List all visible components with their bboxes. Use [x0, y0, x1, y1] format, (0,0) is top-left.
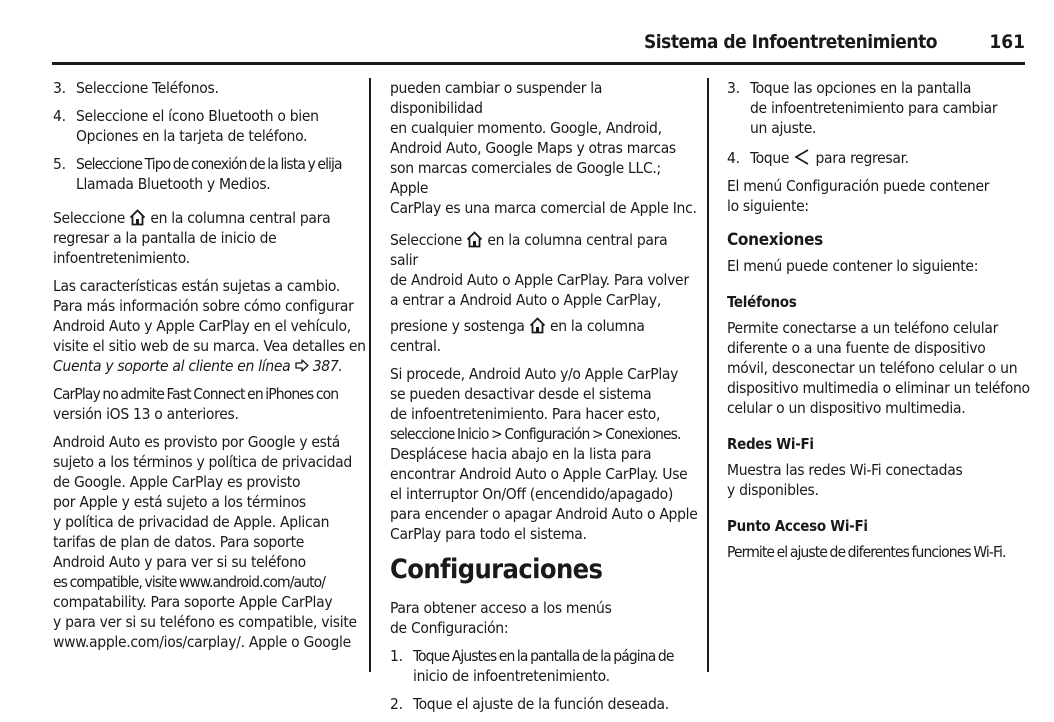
text-span: www.apple.com/ios/carplay/. Apple o Google	[53, 633, 351, 651]
paragraph-punto-acceso-wifi: Permite el ajuste de diferentes funciones Wi-Fi.	[727, 543, 1006, 561]
text-span: de Configuración:	[390, 619, 509, 637]
text-span: CarPlay no admite Fast Connect en iPhones con	[53, 385, 339, 403]
text-span: y para ver si su teléfono es compatible, visite	[53, 613, 357, 631]
text-span: dispositivo multimedia o eliminar un teléfono	[727, 379, 1030, 397]
paragraph-telefonos	[727, 318, 1030, 418]
paragraph-redes-wifi	[727, 460, 1027, 500]
paragraph-fast-connect	[53, 384, 359, 424]
home-icon	[466, 231, 483, 248]
text-span: infoentretenimiento.	[53, 249, 190, 267]
page-header	[52, 30, 1025, 65]
step-4-bluetooth	[53, 106, 359, 146]
text-span: sujeto a los términos y política de privacidad	[53, 453, 352, 471]
section-title-configuraciones: Configuraciones	[390, 554, 603, 585]
text-span: Android Auto, Google Maps y otras marcas	[390, 139, 676, 157]
text-span: CarPlay para todo el sistema.	[390, 525, 587, 543]
step-text	[76, 106, 359, 146]
step-text: Toque el ajuste de la función deseada.	[413, 695, 669, 713]
header-title: Sistema de Infoentretenimiento	[643, 31, 937, 53]
cross-reference-link[interactable]: Cuenta y soporte al cliente en línea	[53, 357, 291, 375]
home-icon	[529, 317, 546, 334]
heading-telefonos: Teléfonos	[727, 293, 797, 311]
text-span: en la columna central para salir	[390, 231, 668, 269]
text-span: Para obtener acceso a los menús	[390, 599, 612, 617]
paragraph-subject-to-change	[53, 276, 366, 376]
step-5-connection-type	[53, 154, 359, 194]
reference-page-number: 387.	[312, 357, 343, 375]
text-span: encontrar Android Auto o Apple CarPlay. Use	[390, 465, 688, 483]
paragraph-exit-carplay	[390, 230, 698, 356]
text-span: celular o un dispositivo multimedia.	[727, 399, 966, 417]
column-divider-1	[369, 78, 371, 672]
text-span: el interruptor On/Off (encendido/apagado)	[390, 485, 674, 503]
text-span: visite el sitio web de su marca. Vea detalles en	[53, 337, 366, 355]
text-span: en la columna central.	[390, 317, 645, 355]
text-span: Android Auto y Apple CarPlay en el vehículo,	[53, 317, 351, 335]
step-line: de infoentretenimiento para cambiar	[750, 99, 998, 117]
step-number: 1.	[390, 647, 403, 665]
text-span: es compatible, visite www.android.com/auto/	[53, 573, 326, 591]
step-number: 4.	[53, 107, 66, 125]
step-line: inicio de infoentretenimiento.	[413, 667, 610, 685]
text-span: presione y sostenga	[390, 317, 525, 335]
step-number: 3.	[53, 79, 66, 97]
step-line: Llamada Bluetooth y Medios.	[76, 175, 271, 193]
text-span: Muestra las redes Wi-Fi conectadas	[727, 461, 963, 479]
text-span: tarifas de plan de datos. Para soporte	[53, 533, 305, 551]
paragraph-conexiones: El menú puede contener lo siguiente:	[727, 257, 979, 275]
step-line: Toque	[750, 149, 790, 167]
text-span: Android Auto es provisto por Google y está	[53, 433, 341, 451]
paragraph-return-home	[53, 208, 359, 268]
text-span: Seleccione	[390, 231, 463, 249]
subsection-title-conexiones: Conexiones	[727, 230, 823, 250]
heading-punto-acceso-wifi: Punto Acceso Wi-Fi	[727, 517, 868, 535]
step-number: 3.	[727, 79, 740, 97]
step-line: un ajuste.	[750, 119, 817, 137]
step-text: Seleccione Teléfonos.	[76, 79, 219, 97]
step-text	[413, 646, 698, 686]
text-span: se pueden desactivar desde el sistema	[390, 385, 652, 403]
column-right	[727, 78, 1030, 570]
paragraph-disable-carplay	[390, 364, 698, 544]
text-span: seleccione Inicio > Configuración > Conexiones.	[390, 425, 681, 443]
step-line: Toque Ajustes en la pantalla de la página de	[413, 647, 674, 665]
step-line: Seleccione el ícono Bluetooth o bien	[76, 107, 319, 125]
home-icon	[129, 209, 146, 226]
step-line: Opciones en la tarjeta de teléfono.	[76, 127, 308, 145]
page-reference-arrow-icon	[295, 359, 309, 372]
text-span: Si procede, Android Auto y/o Apple CarPlay	[390, 365, 679, 383]
step-line: Seleccione Tipo de conexión de la lista y elija	[76, 155, 342, 173]
step-number: 4.	[727, 149, 740, 167]
text-span: de Google. Apple CarPlay es provisto	[53, 473, 301, 491]
text-span: móvil, desconectar un teléfono celular o un	[727, 359, 1018, 377]
text-span: CarPlay es una marca comercial de Apple Inc.	[390, 199, 697, 217]
text-span: El menú Configuración puede contener	[727, 177, 990, 195]
text-span: Para más información sobre cómo configurar	[53, 297, 354, 315]
column-divider-2	[707, 78, 709, 672]
column-middle	[390, 78, 698, 722]
text-span: Permite conectarse a un teléfono celular	[727, 319, 999, 337]
text-span: pueden cambiar o suspender la disponibilidad	[390, 79, 603, 117]
step-3-touch-options	[727, 78, 1027, 138]
text-span: y disponibles.	[727, 481, 819, 499]
text-span: Seleccione	[53, 209, 126, 227]
text-line	[390, 316, 698, 356]
text-span: para encender o apagar Android Auto o Apple	[390, 505, 698, 523]
step-2-touch-feature	[390, 694, 698, 714]
text-span: son marcas comerciales de Google LLC.; Apple	[390, 159, 661, 197]
step-line: Toque las opciones en la pantalla	[750, 79, 972, 97]
heading-redes-wifi: Redes Wi-Fi	[727, 435, 814, 453]
text-span: en la columna central para	[150, 209, 331, 227]
paragraph-trademarks	[390, 78, 698, 218]
step-3-phones	[53, 78, 359, 98]
step-number: 5.	[53, 155, 66, 173]
text-span: de infoentretenimiento. Para hacer esto,	[390, 405, 661, 423]
text-span: de Android Auto o Apple CarPlay. Para volver	[390, 271, 689, 289]
text-span: en cualquier momento. Google, Android,	[390, 119, 662, 137]
step-line: para regresar.	[815, 149, 909, 167]
text-span: regresar a la pantalla de inicio de	[53, 229, 277, 247]
step-number: 2.	[390, 695, 403, 713]
text-span: por Apple y está sujeto a los términos	[53, 493, 306, 511]
text-span: a entrar a Android Auto o Apple CarPlay,	[390, 291, 661, 309]
text-span: diferente o a una fuente de dispositivo	[727, 339, 986, 357]
text-span: compatability. Para soporte Apple CarPlay	[53, 593, 333, 611]
text-span: versión iOS 13 o anteriores.	[53, 405, 239, 423]
step-text	[750, 148, 1027, 168]
paragraph-google-apple-terms	[53, 432, 359, 652]
column-left	[53, 78, 366, 660]
paragraph-settings-menu	[727, 176, 1027, 216]
text-span: Desplácese hacia abajo en la lista para	[390, 445, 652, 463]
text-span: Las características están sujetas a cambio.	[53, 277, 340, 295]
page-number: 161	[989, 31, 1025, 53]
step-1-touch-settings	[390, 646, 698, 686]
text-span: lo siguiente:	[727, 197, 809, 215]
step-text	[76, 154, 359, 194]
text-span: y política de privacidad de Apple. Aplican	[53, 513, 330, 531]
step-4-go-back	[727, 148, 1027, 168]
back-chevron-icon	[793, 148, 811, 166]
paragraph-access-settings	[390, 598, 698, 638]
text-span: Android Auto y para ver si su teléfono	[53, 553, 306, 571]
step-text	[750, 78, 1027, 138]
